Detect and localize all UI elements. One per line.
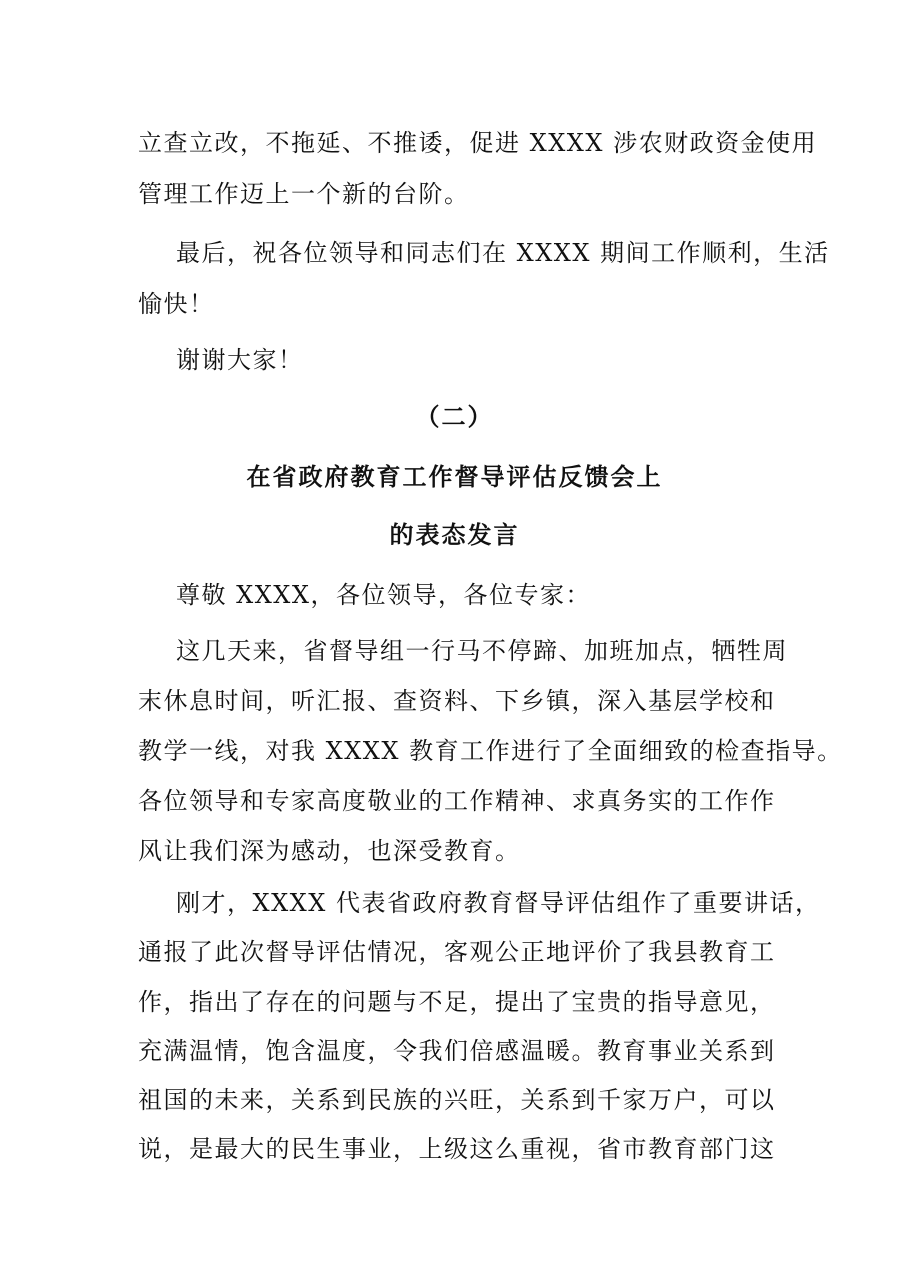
text-line: 最后，祝各位领导和同志们在 XXXX 期间工作顺利，生活 <box>176 239 830 267</box>
paragraph-line: 末休息时间，听汇报、查资料、下乡镇，深入基层学校和 <box>138 687 776 715</box>
paragraph-line: 刚才，XXXX 代表省政府教育督导评估组作了重要讲话， <box>176 889 821 917</box>
paragraph-line: 充满温情，饱含温度，令我们倍感温暖。教育事业关系到 <box>138 1037 776 1065</box>
paragraph-line: 各位领导和专家高度敬业的工作精神、求真务实的工作作 <box>138 787 776 815</box>
text-line: 谢谢大家！ <box>176 346 304 374</box>
paragraph-line: 这几天来，省督导组一行马不停蹄、加班加点，牺牲周 <box>176 637 788 665</box>
paragraph-line: 通报了此次督导评估情况，客观公正地评价了我县教育工 <box>138 938 776 966</box>
text-line: 愉快！ <box>138 290 215 318</box>
paragraph-line: 风让我们深为感动，也深受教育。 <box>138 837 521 865</box>
text-line: 立查立改，不拖延、不推诿，促进 XXXX 涉农财政资金使用 <box>138 129 818 157</box>
document-title: 在省政府教育工作督导评估反馈会上 <box>246 463 663 491</box>
paragraph-line: 祖国的未来，关系到民族的兴旺，关系到千家万户，可以 <box>138 1086 776 1114</box>
salutation: 尊敬 XXXX，各位领导，各位专家： <box>176 581 591 609</box>
paragraph-line: 作，指出了存在的问题与不足，提出了宝贵的指导意见， <box>138 988 776 1016</box>
paragraph-line: 教学一线，对我 XXXX 教育工作进行了全面细致的检查指导。 <box>138 737 843 765</box>
paragraph-line: 说，是最大的民生事业，上级这么重视，省市教育部门这 <box>138 1135 776 1163</box>
text-line: 管理工作迈上一个新的台阶。 <box>138 180 470 208</box>
document-title-continued: 的表态发言 <box>389 521 520 549</box>
section-number: （二） <box>415 403 494 431</box>
